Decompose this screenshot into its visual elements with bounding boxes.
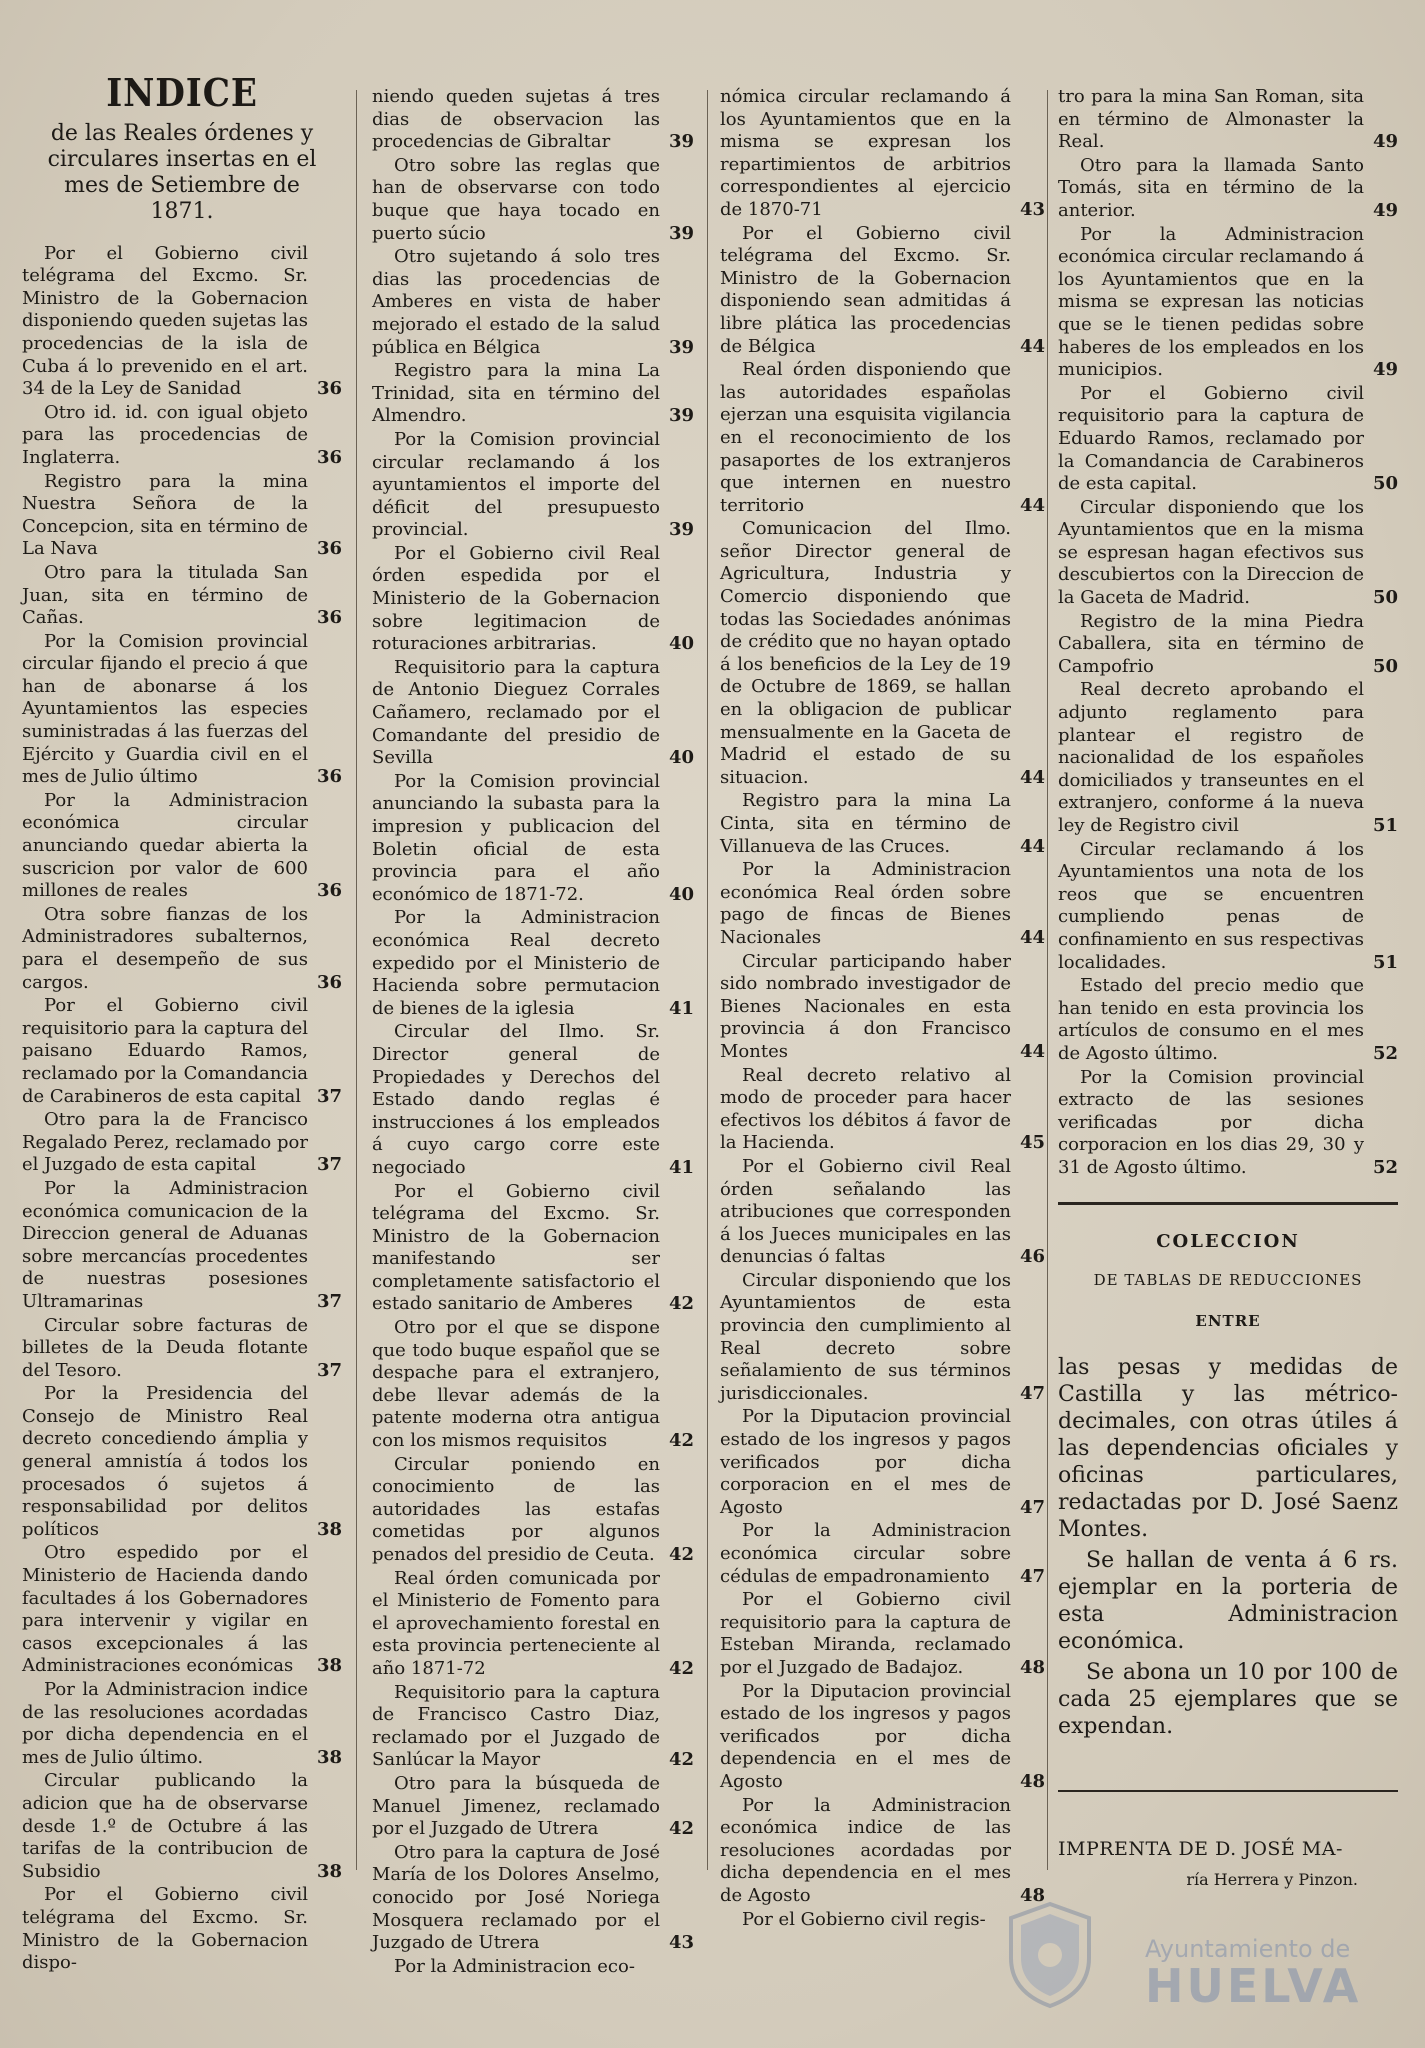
index-entry-page: 38	[316, 1518, 342, 1540]
index-entry-page: 36	[316, 607, 342, 629]
index-entry	[22, 995, 342, 1108]
index-entry-text: nómica circular reclamando á los Ayuntamientos que en la misma se expresan los repartimientos de arbitrios correspondientes al ejercicio de 1870-71	[720, 86, 1011, 220]
index-entry-page: 47	[1019, 1382, 1045, 1404]
index-entry-text: Por el Gobierno civil requisitorio para la captura de Eduardo Ramos, reclamado por la Comandancia de Carabineros de esta capital.	[1058, 382, 1364, 495]
index-entry-text: Real decreto aprobando el adjunto reglamento para plantear el registro de nacionalidad de los españoles domiciliados y transeuntes en el extranjero, conforme á la nueva ley de Registro civil	[1058, 679, 1364, 836]
index-entry-text: Real órden comunicada por el Ministerio de Fomento para el aprovechamiento forestal en esta provincia perteneciente al año 1871-72	[372, 1567, 660, 1679]
index-entry-page: 40	[668, 883, 694, 905]
index-entry-text: Registro para la mina La Trinidad, sita en término del Almendro.	[372, 360, 660, 427]
index-entry	[372, 1842, 694, 1955]
index-entry	[720, 518, 1045, 789]
index-entry-page: 37	[316, 1359, 342, 1381]
index-entry-page: 52	[1372, 1042, 1398, 1064]
index-entry-page: 42	[668, 1749, 694, 1771]
index-entry	[1058, 611, 1398, 679]
index-entry-page: 44	[1019, 1040, 1045, 1062]
index-entry-text: Otro id. id. con igual objeto para las procedencias de Inglaterra.	[22, 401, 308, 468]
index-entry-text: Por el Gobierno civil telégrama del Excmo. Sr. Ministro de la Gobernacion dispo-	[22, 1884, 308, 1974]
index-entry-text: Por el Gobierno civil telégrama del Excmo. Sr. Ministro de la Gobernacion manifestando ser completamente satisfactorio el estado sanitario de Amberes	[372, 1180, 660, 1315]
index-entry-text: Por el Gobierno civil Real órden espedida por el Ministerio de la Gobernacion sobre legitimacion de roturaciones arbitrarias.	[372, 542, 660, 655]
index-entry-text: Registro para la mina La Cinta, sita en término de Villanueva de las Cruces.	[720, 790, 1011, 857]
index-entry	[372, 1956, 694, 1979]
index-list-4	[1058, 86, 1398, 1180]
index-entry-page: 39	[668, 131, 694, 153]
index-entry-text: Por la Administracion indice de las resoluciones acordadas por dicha dependencia en el mes de Julio último.	[22, 1679, 308, 1768]
index-entry-text: Por el Gobierno civil regis-	[742, 1908, 986, 1930]
index-entry-page: 36	[316, 538, 342, 560]
index-entry	[22, 402, 342, 470]
index-entry-text: niendo queden sujetas á tres dias de observacion las procedencias de Gibraltar	[372, 86, 660, 153]
index-entry	[372, 86, 694, 154]
coleccion-venta: Se hallan de venta á 6 rs. ejemplar en la porteria de esta Administracion económica.	[1058, 1548, 1398, 1655]
index-entry-page: 39	[668, 222, 694, 244]
index-entry-page: 50	[1372, 473, 1398, 495]
index-entry-text: Circular publicando la adicion que ha de observarse desde 1.º de Octubre á las tarifas de la contribucion de Subsidio	[22, 1770, 308, 1882]
index-entry-page: 38	[316, 1655, 342, 1677]
index-entry	[720, 1520, 1045, 1588]
index-entry-page: 47	[1019, 1565, 1045, 1587]
index-entry	[1058, 679, 1398, 837]
index-entry-text: Por la Diputacion provincial estado de los ingresos y pagos verificados por dicha corporacion en el mes de Agosto	[720, 1406, 1011, 1518]
index-entry-page: 45	[1019, 1132, 1045, 1154]
index-entry-text: Circular reclamando á los Ayuntamientos una nota de los reos que se encuentren cumpliendo penas de confinamiento en sus respectivas localidades.	[1058, 838, 1364, 973]
index-entry	[22, 1383, 342, 1541]
index-entry-page: 48	[1019, 1884, 1045, 1906]
index-entry-page: 39	[668, 519, 694, 541]
index-entry-page: 47	[1019, 1496, 1045, 1518]
index-entry	[22, 1178, 342, 1314]
index-entry-page: 36	[316, 446, 342, 468]
index-entry	[372, 1682, 694, 1772]
index-entry	[1058, 839, 1398, 975]
index-entry	[1058, 86, 1398, 154]
index-entry	[22, 790, 342, 903]
index-entry	[22, 243, 342, 401]
index-entry-text: Por el Gobierno civil requisitorio para la captura del paisano Eduardo Ramos, reclamado por la Comandancia de Carabineros de esta capital	[22, 995, 308, 1107]
index-entry	[720, 859, 1045, 949]
index-entry-text: Por la Administracion económica circular reclamando á los Ayuntamientos que en la misma se expresan las noticias que se le tienen pedidas sobre haberes de los empleados en los municipios.	[1058, 223, 1364, 381]
index-entry-text: Por el Gobierno civil telégrama del Excmo. Sr. Ministro de la Gobernacion disponiendo sean admitidas á libre plática las procedencias de Bélgica	[720, 222, 1011, 357]
index-entry-page: 44	[1019, 494, 1045, 516]
index-entry-page: 43	[1019, 198, 1045, 220]
index-entry-text: Por la Administracion económica circular anunciando quedar abierta la suscricion por valor de 600 millones de reales	[22, 789, 308, 902]
index-entry-text: Circular poniendo en conocimiento de las autoridades las estafas cometidas por algunos penados del presidio de Ceuta.	[372, 1453, 660, 1565]
index-entry-page: 44	[1019, 926, 1045, 948]
coleccion-entre: ENTRE	[1195, 1311, 1261, 1330]
index-entry	[720, 790, 1045, 858]
index-entry-text: Por el Gobierno civil Real órden señalando las atribuciones que corresponden á los Jueces municipales en las denuncias ó faltas	[720, 1155, 1011, 1268]
index-entry-page: 42	[668, 1293, 694, 1315]
index-entry-text: Por la Comision provincial circular reclamando á los ayuntamientos el importe del déficit del presupuesto provincial.	[372, 428, 660, 541]
index-entry-text: Otro sobre las reglas que han de observarse con todo buque que haya tocado en puerto súcio	[372, 154, 660, 244]
index-entry-page: 41	[668, 997, 694, 1019]
index-entry	[22, 1679, 342, 1769]
index-list-2	[372, 86, 694, 1978]
column-rule	[356, 90, 357, 1870]
index-entry-page: 42	[668, 1657, 694, 1679]
index-entry-text: Por la Presidencia del Consejo de Ministro Real decreto concediendo ámplia y general amnistía á todos los procesados ó sujetos á responsabilidad por delitos políticos	[22, 1383, 308, 1540]
column-rule	[1047, 90, 1048, 1870]
index-entry	[720, 1681, 1045, 1794]
column-rule	[707, 90, 708, 1870]
index-entry-text: Circular participando haber sido nombrado investigador de Bienes Nacionales en esta provincia á don Francisco Montes	[720, 950, 1011, 1062]
index-entry-text: Por la Administracion económica Real decreto expedido por el Ministerio de Hacienda sobre permutacion de bienes de la iglesia	[372, 907, 660, 1019]
index-entry-text: Requisitorio para la captura de Francisco Castro Diaz, reclamado por el Juzgado de Sanlúcar la Mayor	[372, 1681, 660, 1771]
index-entry	[372, 429, 694, 542]
index-entry-text: Por la Administracion económica circular sobre cédulas de empadronamiento	[720, 1520, 1011, 1587]
page-subtitle: de las Reales órdenes y circulares insertas en el mes de Setiembre de 1871.	[47, 120, 317, 224]
index-entry-text: Por el Gobierno civil requisitorio para la captura de Esteban Miranda, reclamado por el Juzgado de Badajoz.	[720, 1589, 1011, 1678]
index-entry-page: 37	[316, 1085, 342, 1107]
page-title: INDICE	[106, 70, 258, 115]
index-entry-text: Otro por el que se dispone que todo buque español que se despache para el extranjero, debe llevar además de la patente moderna otra antigua con los mismos requisitos	[372, 1317, 660, 1452]
index-entry-page: 46	[1019, 1246, 1045, 1268]
index-entry-text: Circular del Ilmo. Sr. Director general de Propiedades y Derechos del Estado dando reglas é instrucciones á los empleados á cuyo cargo corre este negociado	[372, 1021, 660, 1178]
index-entry	[372, 1021, 694, 1179]
index-entry-page: 48	[1019, 1656, 1045, 1678]
index-entry-page: 42	[668, 1818, 694, 1840]
index-entry-page: 44	[1019, 766, 1045, 788]
index-entry-page: 42	[668, 1430, 694, 1452]
index-list-3	[720, 86, 1045, 1931]
index-entry-text: Por el Gobierno civil telégrama del Excmo. Sr. Ministro de la Gobernacion disponiendo queden sujetas las procedencias de la isla de Cuba á lo prevenido en el art. 34 de la Ley de Sanidad	[22, 242, 308, 400]
index-entry-text: Real decreto relativo al modo de proceder para hacer efectivos los débitos á favor de la Hacienda.	[720, 1064, 1011, 1154]
index-entry-text: Por la Administracion económica Real órden sobre pago de fincas de Bienes Nacionales	[720, 859, 1011, 948]
index-entry	[372, 360, 694, 428]
index-entry-text: Otro espedido por el Ministerio de Hacienda dando facultades á los Gobernadores para intervenir y vigilar en casos excepcionales á las Administraciones económicas	[22, 1542, 308, 1677]
watermark-line1: Ayuntamiento de	[1145, 1935, 1351, 1963]
index-entry-page: 49	[1372, 131, 1398, 153]
index-entry	[372, 246, 694, 359]
index-entry	[720, 223, 1045, 359]
index-entry-text: Otro para la de Francisco Regalado Perez, reclamado por el Juzgado de esta capital	[22, 1109, 308, 1176]
coleccion-title: COLECCION	[1156, 1230, 1300, 1252]
index-entry-page: 36	[316, 971, 342, 993]
coat-of-arms-icon	[1005, 1900, 1095, 2010]
watermark	[1145, 1935, 1361, 2013]
column-1	[22, 70, 342, 1975]
index-entry	[22, 471, 342, 561]
index-entry	[720, 1795, 1045, 1908]
index-entry-text: Por la Comision provincial extracto de las sesiones verificadas por dicha corporacion en los dias 29, 30 y 31 de Agosto último.	[1058, 1066, 1364, 1178]
index-entry-page: 49	[1372, 359, 1398, 381]
index-entry-text: Otro para la llamada Santo Tomás, sita en término de la anterior.	[1058, 154, 1364, 221]
index-entry	[720, 1270, 1045, 1406]
index-entry	[720, 359, 1045, 517]
index-entry-page: 43	[668, 1932, 694, 1954]
index-entry-text: Por la Administracion económica comunicacion de la Direccion general de Aduanas sobre mercancías procedentes de nuestras posesiones Ultramarinas	[22, 1177, 308, 1312]
index-entry-page: 48	[1019, 1770, 1045, 1792]
index-entry-text: Por la Comision provincial anunciando la subasta para la impresion y publicacion del Boletin oficial de esta provincia para el año económico de 1871-72.	[372, 770, 660, 905]
index-entry-text: Otro sujetando á solo tres dias las procedencias de Amberes en vista de haber mejorado el estado de la salud pública en Bélgica	[372, 246, 660, 358]
index-entry-page: 50	[1372, 655, 1398, 677]
index-entry-text: Registro de la mina Piedra Caballera, sita en término de Campofrio	[1058, 610, 1364, 677]
index-entry	[720, 1065, 1045, 1155]
section-divider	[1058, 1202, 1398, 1205]
index-entry	[372, 155, 694, 245]
coleccion-subtitle: DE TABLAS DE REDUCCIONES	[1093, 1271, 1363, 1290]
index-entry-text: tro para la mina San Roman, sita en término de Almonaster la Real.	[1058, 86, 1364, 153]
index-entry-page: 38	[316, 1746, 342, 1768]
index-entry-page: 36	[316, 378, 342, 400]
index-entry	[22, 1109, 342, 1177]
index-entry-page: 44	[1019, 835, 1045, 857]
index-entry-page: 37	[316, 1290, 342, 1312]
index-entry-page: 52	[1372, 1156, 1398, 1178]
index-entry-page: 36	[316, 880, 342, 902]
index-entry	[1058, 975, 1398, 1065]
index-entry-page: 49	[1372, 199, 1398, 221]
index-entry-page: 40	[668, 747, 694, 769]
index-entry-page: 50	[1372, 587, 1398, 609]
index-entry-page: 37	[316, 1154, 342, 1176]
index-entry-text: Estado del precio medio que han tenido en esta provincia los artículos de consumo en el mes de Agosto último.	[1058, 975, 1364, 1064]
index-entry	[372, 1773, 694, 1841]
index-entry	[22, 1770, 342, 1883]
index-entry-text: Por la Comision provincial circular fijando el precio á que han de abonarse á los Ayuntamientos las especies suministradas á las fuerzas del Ejército y Guardia civil en el mes de Julio último	[22, 630, 308, 788]
index-entry-text: Circular disponiendo que los Ayuntamientos de esta provincia den cumplimiento al Real decreto sobre señalamiento de sus términos jurisdiccionales.	[720, 1269, 1011, 1404]
index-entry	[720, 86, 1045, 222]
index-entry	[720, 1909, 1045, 1932]
index-entry	[1058, 155, 1398, 223]
index-entry-text: Otro para la búsqueda de Manuel Jimenez, reclamado por el Juzgado de Utrera	[372, 1772, 660, 1840]
index-entry	[22, 1315, 342, 1383]
index-entry	[720, 1589, 1045, 1679]
index-entry	[22, 904, 342, 994]
index-entry-text: Otra sobre fianzas de los Administradores subalternos, para el desempeño de sus cargos.	[22, 903, 308, 993]
index-entry	[372, 1181, 694, 1317]
index-entry-page: 40	[668, 633, 694, 655]
index-entry-page: 36	[316, 766, 342, 788]
index-entry	[22, 1542, 342, 1678]
index-entry	[22, 1884, 342, 1974]
index-entry-page: 39	[668, 405, 694, 427]
index-entry	[372, 543, 694, 656]
index-entry-text: Registro para la mina Nuestra Señora de la Concepcion, sita en término de La Nava	[22, 470, 308, 560]
index-entry	[372, 771, 694, 907]
column-2	[372, 86, 694, 1978]
index-entry-text: Por la Administracion económica indice de las resoluciones acordadas por dicha dependencia en el mes de Agosto	[720, 1794, 1011, 1906]
index-entry	[22, 562, 342, 630]
index-entry	[1058, 1067, 1398, 1180]
index-entry-page: 41	[668, 1156, 694, 1178]
imprenta-line2: ría Herrera y Pinzon.	[1186, 1869, 1358, 1889]
index-entry	[372, 1454, 694, 1567]
index-entry	[372, 657, 694, 770]
index-entry-page: 44	[1019, 335, 1045, 357]
index-list-1	[22, 243, 342, 1975]
index-entry	[720, 1406, 1045, 1519]
index-entry	[372, 907, 694, 1020]
section-divider	[1058, 1790, 1398, 1792]
index-entry-text: Por la Administracion eco-	[394, 1955, 635, 1977]
index-entry	[1058, 497, 1398, 610]
index-entry-text: Comunicacion del Ilmo. señor Director general de Agricultura, Industria y Comercio disponiendo que todas las Sociedades anónimas de crédito que no hayan optado á los beneficios de la Ley de 19 de Octubre de 1869, se hallan en la obligacion de publicar mensualmente en la Gaceta de Madrid el estado de su situacion.	[720, 518, 1011, 788]
coleccion-body: las pesas y medidas de Castilla y las métrico-decimales, con otras útiles á las dependencias oficiales y oficinas particulares, redactadas por D. José Saenz Montes.	[1058, 1355, 1398, 1543]
index-entry-page: 51	[1372, 815, 1398, 836]
index-entry	[720, 1156, 1045, 1269]
index-entry	[372, 1568, 694, 1681]
index-entry-text: Requisitorio para la captura de Antonio Dieguez Corrales Cañamero, reclamado por el Comandante del presidio de Sevilla	[372, 656, 660, 769]
index-entry-text: Otro para la titulada San Juan, sita en término de Cañas.	[22, 561, 308, 629]
index-entry-page: 38	[316, 1860, 342, 1882]
imprenta-line1: IMPRENTA DE D. JOSÉ MA-	[1058, 1838, 1343, 1861]
index-entry-text: Circular disponiendo que los Ayuntamientos que en la misma se espresan hagan efectivos sus descubiertos con la Direccion de la Gaceta de Madrid.	[1058, 496, 1364, 609]
index-entry-page: 42	[668, 1544, 694, 1565]
column-4	[1058, 86, 1398, 1891]
index-entry	[372, 1317, 694, 1453]
watermark-line2: HUELVA	[1145, 1959, 1362, 2013]
index-entry	[22, 631, 342, 789]
index-entry	[1058, 383, 1398, 496]
index-entry-text: Circular sobre facturas de billetes de la Deuda flotante del Tesoro.	[22, 1314, 308, 1381]
index-entry-text: Real órden disponiendo que las autoridades españolas ejerzan una esquisita vigilancia en el reconocimiento de los pasaportes de los extranjeros que internen en nuestro territorio	[720, 359, 1011, 516]
coleccion-abono: Se abona un 10 por 100 de cada 25 ejemplares que se expendan.	[1058, 1660, 1398, 1740]
index-entry-text: Otro para la captura de José María de los Dolores Anselmo, conocido por José Noriega Mosquera reclamado por el Juzgado de Utrera	[372, 1841, 660, 1954]
index-entry	[1058, 224, 1398, 382]
index-entry-text: Por la Diputacion provincial estado de los ingresos y pagos verificados por dicha dependencia en el mes de Agosto	[720, 1680, 1011, 1792]
index-entry	[720, 951, 1045, 1064]
index-entry-page: 39	[668, 336, 694, 358]
index-entry-page: 51	[1372, 951, 1398, 973]
column-3	[720, 86, 1045, 1931]
